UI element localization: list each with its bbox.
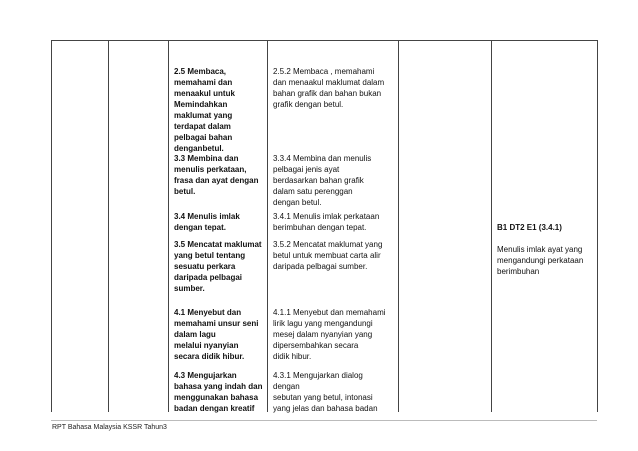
standard-cell: 4.1 Menyebut dan memahami unsur seni dalam lagu melalui nyanyian secara didik hibur. (174, 308, 259, 361)
column-divider (398, 40, 399, 412)
standard-cell: 2.5 Membaca, memahami dan menaakul untuk Memindahkan maklumat yang terdapat dalam pelbagai bahan denganbetul. (174, 67, 235, 153)
standard-cell: 3.3 Membina dan menulis perkataan, frasa dan ayat dengan betul. (174, 154, 259, 196)
column-divider (108, 40, 109, 412)
objective-cell: 4.3.1 Mengujarkan dialog dengan sebutan yang betul, intonasi yang jelas dan bahasa badan (273, 371, 378, 413)
standard-cell: 3.5 Mencatat maklumat yang betul tentang sesuatu perkara daripada pelbagai sumber. (174, 240, 262, 293)
column-divider (51, 40, 52, 412)
evidence-code: B1 DT2 E1 (3.4.1) (497, 223, 562, 232)
footer-divider (51, 420, 597, 421)
column-divider (597, 40, 598, 412)
column-divider (491, 40, 492, 412)
page-footer: RPT Bahasa Malaysia KSSR Tahun3 (52, 424, 167, 431)
objective-cell: 3.3.4 Membina dan menulis pelbagai jenis ayat berdasarkan bahan grafik dalam satu perenggan dengan betul. (273, 154, 372, 207)
objective-cell: 3.5.2 Mencatat maklumat yang betul untuk membuat carta alir daripada pelbagai sumber. (273, 240, 383, 271)
evidence-cell (497, 211, 597, 277)
objective-cell: 2.5.2 Membaca , memahami dan menaakul maklumat dalam bahan grafik dan bahan bukan grafik dengan betul. (273, 67, 385, 109)
standard-cell: 4.3 Mengujarkan bahasa yang indah dan menggunakan bahasa badan dengan kreatif (174, 371, 263, 413)
table-top-border (51, 40, 597, 41)
column-divider (267, 40, 268, 412)
objective-cell: 4.1.1 Menyebut dan memahami lirik lagu yang mengandungi mesej dalam nyanyian yang dipersembahkan secara didik hibur. (273, 308, 386, 361)
evidence-text: Menulis imlak ayat yang mengandungi perkataan berimbuhan (497, 245, 584, 276)
column-divider (168, 40, 169, 412)
standard-cell: 3.4 Menulis imlak dengan tepat. (174, 212, 240, 232)
objective-cell: 3.4.1 Menulis imlak perkataan berimbuhan dengan tepat. (273, 212, 380, 232)
